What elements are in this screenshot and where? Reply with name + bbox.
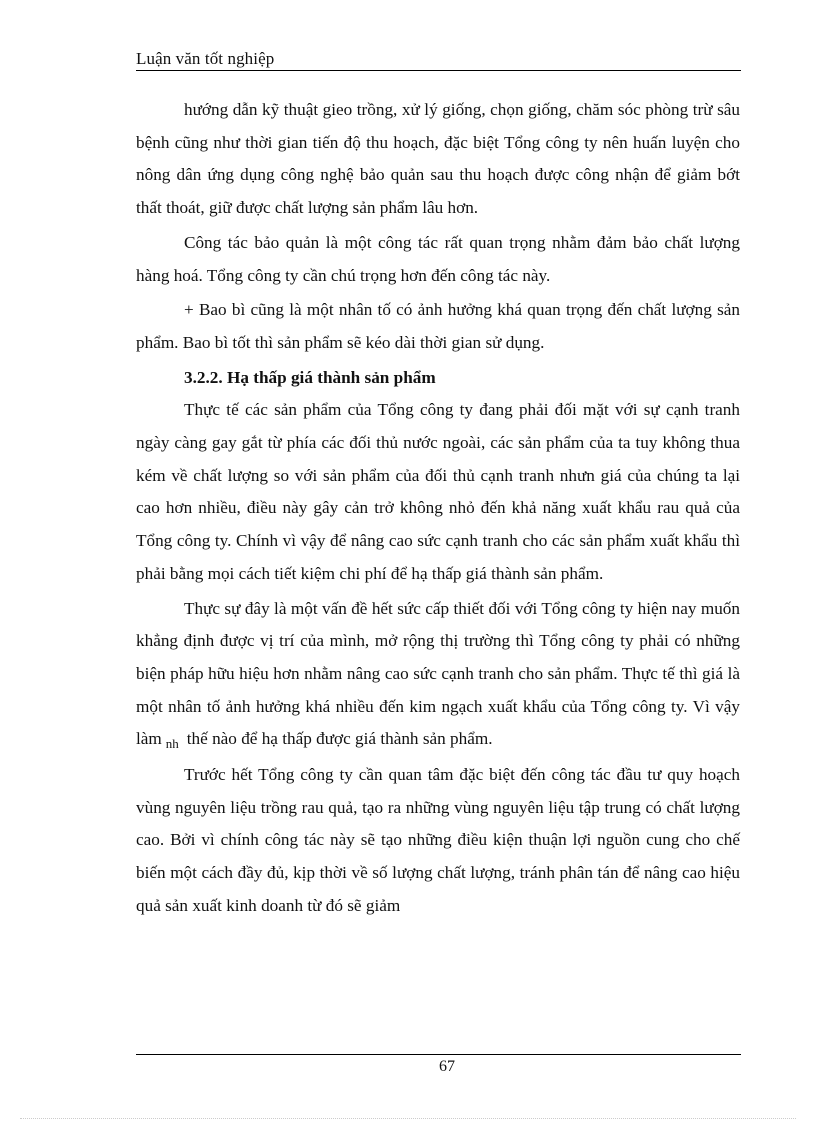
header-rule xyxy=(136,70,741,71)
paragraph-5-part-b: thế nào để hạ thấp được giá thành sản phẩm. xyxy=(186,729,493,749)
footer-rule xyxy=(136,1054,741,1055)
page-header-title: Luận văn tốt nghiệp xyxy=(136,49,275,68)
paragraph-2: Công tác bảo quản là một công tác rất quan trọng nhằm đảm bảo chất lượng hàng hoá. Tổng công ty cần chú trọng hơn đến công tác này. xyxy=(136,232,740,285)
paragraph-6: Trước hết Tổng công ty cần quan tâm đặc biệt đến công tác đầu tư quy hoạch vùng nguyên liệu trồng rau quả, tạo ra những vùng nguyên liệu tập trung có chất lượng cao. Bởi vì chính công tác này sẽ tạo những điều kiện thuận lợi nguồn cung cho chế biến một cách đầy đủ, kịp thời về số lượng chất lượng, tránh phân tán để nâng cao hiệu quả sản xuất kinh doanh từ đó sẽ giảm xyxy=(136,765,740,915)
paragraph-4: Thực tế các sản phẩm của Tổng công ty đang phải đối mặt với sự cạnh tranh ngày càng gay gắt từ phía các đối thủ nước ngoài, các sản phẩm của ta tuy không thua kém về chất lượng so với sản phẩm của đối thủ cạnh tranh nhưn giá của chúng ta lại cao hơn nhiều, điều này gây cản trở không nhỏ đến khả năng xuất khẩu rau quả của Tổng công ty. Chính vì vậy để nâng cao sức cạnh tranh cho các sản phẩm xuất khẩu thì phải bằng mọi cách tiết kiệm chi phí để hạ thấp giá thành sản phẩm. xyxy=(136,400,740,583)
paragraph-5-part-a: Thực sự đây là một vấn đề hết sức cấp thiết đối với Tổng công ty hiện nay muốn khẳng định được vị trí của mình, mở rộng thị trường thì Tổng công ty phải có những biện pháp hữu hiệu hơn nhằm nâng cao sức cạnh tranh cho sản phẩm. Thực tế thì giá là một nhân tố ảnh hưởng khá nhiều đến kim ngạch xuất khẩu của Tổng công ty. Vì vậy làm xyxy=(136,598,740,749)
paragraph-5 xyxy=(136,593,740,758)
bottom-dotted-border xyxy=(20,1118,796,1119)
paragraph-5-subscript: nh xyxy=(165,736,179,752)
section-heading: 3.2.2. Hạ thấp giá thành sản phẩm xyxy=(184,367,436,387)
paragraph-3: + Bao bì cũng là một nhân tố có ảnh hưởng khá quan trọng đến chất lượng sản phẩm. Bao bì tốt thì sản phẩm sẽ kéo dài thời gian sử dụng. xyxy=(136,300,740,352)
page-body xyxy=(136,94,740,923)
paragraph-1: hướng dẫn kỹ thuật gieo trồng, xử lý giống, chọn giống, chăm sóc phòng trừ sâu bệnh cũng như thời gian tiến độ thu hoạch, đặc biệt Tổng công ty nên huấn luyện cho nông dân ứng dụng công nghệ bảo quản sau thu hoạch được công nhận để giảm bớt thất thoát, giữ được chất lượng sản phẩm lâu hơn. xyxy=(136,100,740,218)
page-number: 67 xyxy=(439,1058,455,1075)
